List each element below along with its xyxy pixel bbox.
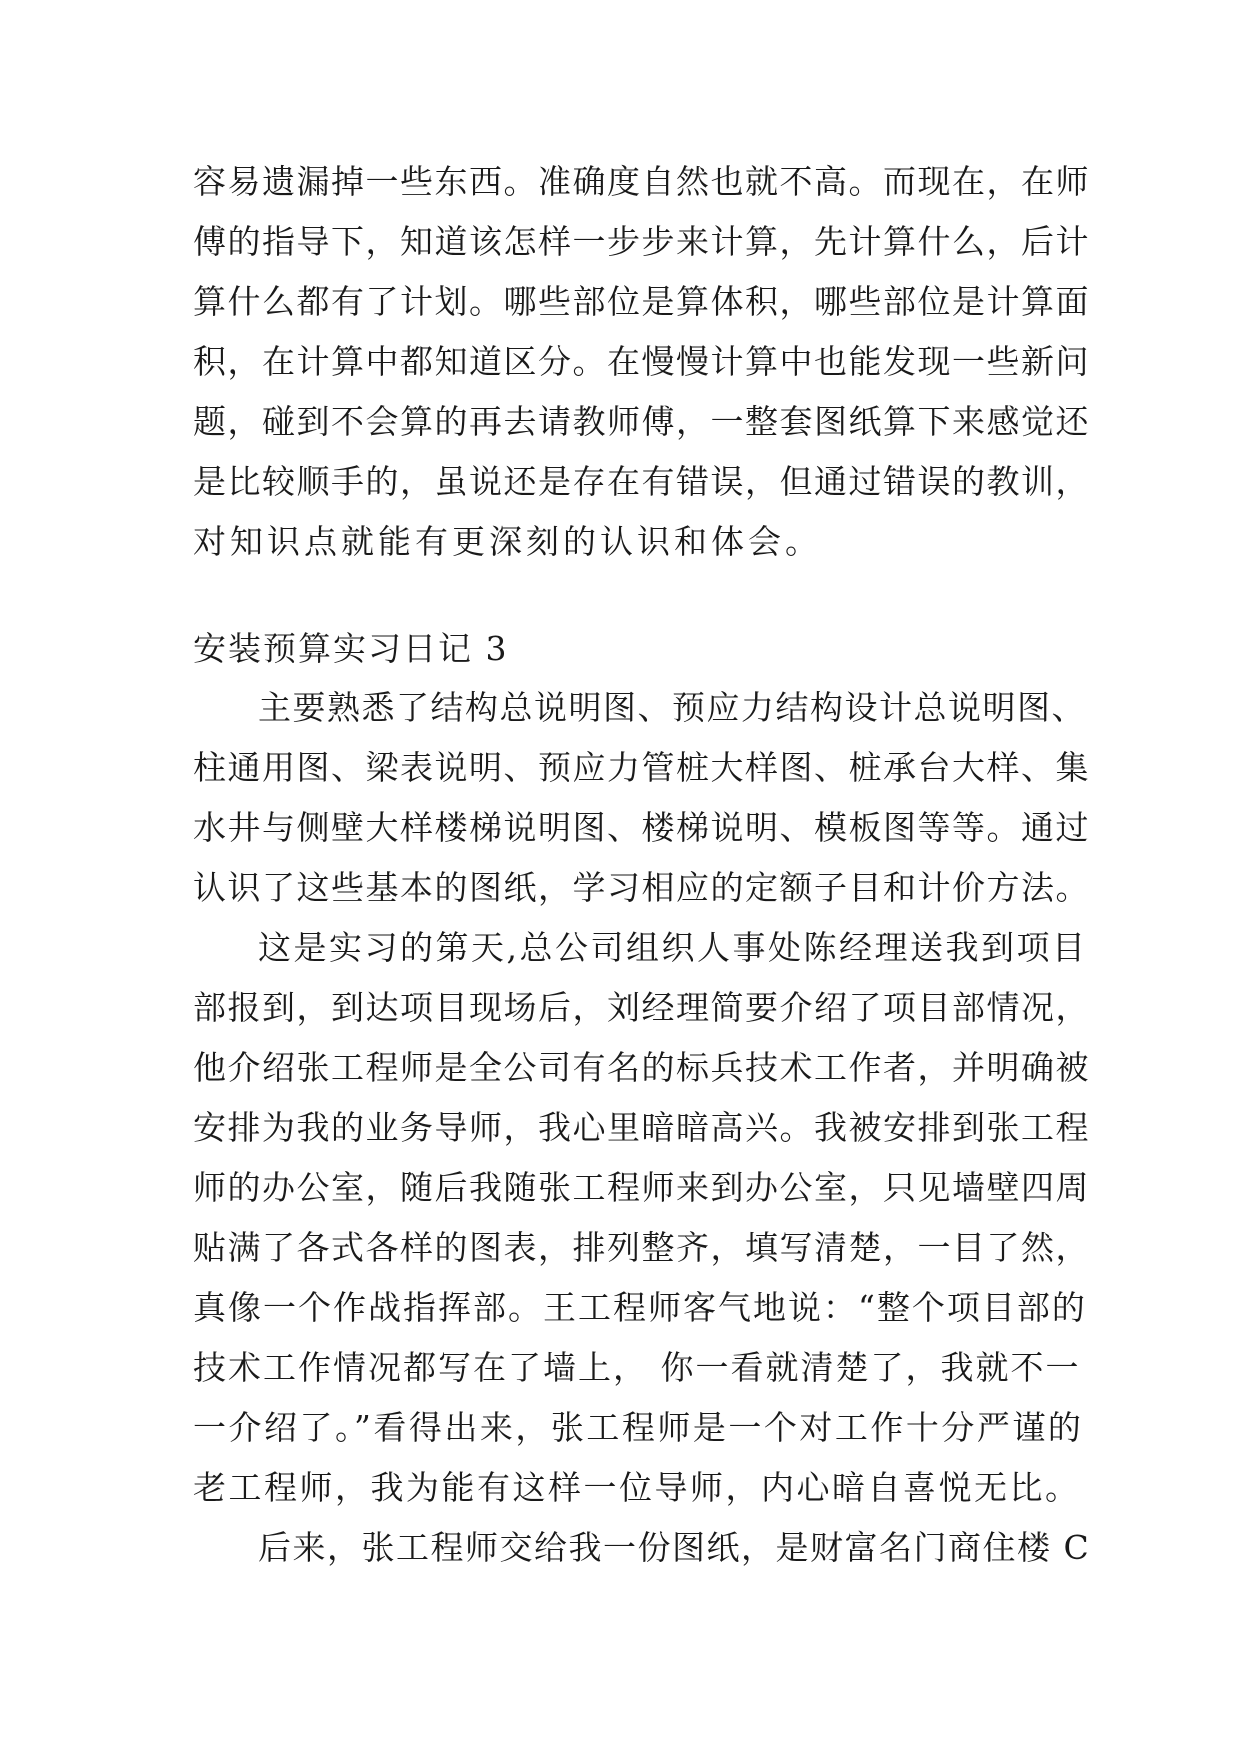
paragraph-line: 是比较顺手的，虽说还是存在有错误，但通过错误的教训， xyxy=(193,462,1090,501)
paragraph-line: 水井与侧壁大样楼梯说明图、楼梯说明、模板图等等。通过 xyxy=(193,808,1090,847)
paragraph-line: 贴满了各式各样的图表，排列整齐，填写清楚，一目了然， xyxy=(193,1228,1090,1267)
paragraph-line: 师的办公室，随后我随张工程师来到办公室，只见墙壁四周 xyxy=(193,1168,1090,1207)
paragraph-line: 主要熟悉了结构总说明图、预应力结构设计总说明图、 xyxy=(258,688,1086,727)
paragraph-line: 老工程师，我为能有这样一位导师，内心暗自喜悦无比。 xyxy=(193,1468,1081,1507)
paragraph-line: 安排为我的业务导师，我心里暗暗高兴。我被安排到张工程 xyxy=(193,1108,1090,1147)
paragraph-line: 部报到，到达项目现场后，刘经理简要介绍了项目部情况， xyxy=(193,988,1090,1027)
paragraph-line: 一介绍了。”看得出来，张工程师是一个对工作十分严谨的 xyxy=(193,1408,1084,1447)
section-heading: 安装预算实习日记 3 xyxy=(193,629,509,668)
paragraph-line: 真像一个作战指挥部。王工程师客气地说：“整个项目部的 xyxy=(193,1288,1087,1327)
paragraph-line: 柱通用图、梁表说明、预应力管桩大样图、桩承台大样、集 xyxy=(193,748,1090,787)
paragraph-line: 认识了这些基本的图纸，学习相应的定额子目和计价方法。 xyxy=(193,868,1090,907)
paragraph-line: 后来，张工程师交给我一份图纸，是财富名门商住楼 C xyxy=(258,1528,1091,1567)
paragraph-line: 算什么都有了计划。哪些部位是算体积，哪些部位是计算面 xyxy=(193,282,1090,321)
paragraph-line: 对知识点就能有更深刻的认识和体会。 xyxy=(193,522,822,561)
paragraph-line: 题，碰到不会算的再去请教师傅，一整套图纸算下来感觉还 xyxy=(193,402,1090,441)
paragraph-line: 傅的指导下，知道该怎样一步步来计算，先计算什么，后计 xyxy=(193,222,1090,261)
paragraph-line: 积，在计算中都知道区分。在慢慢计算中也能发现一些新问 xyxy=(193,342,1090,381)
paragraph-line: 他介绍张工程师是全公司有名的标兵技术工作者，并明确被 xyxy=(193,1048,1090,1087)
paragraph-line: 容易遗漏掉一些东西。准确度自然也就不高。而现在，在师 xyxy=(193,162,1090,201)
paragraph-line: 这是实习的第天,总公司组织人事处陈经理送我到项目 xyxy=(258,928,1088,967)
paragraph-line: 技术工作情况都写在了墙上， 你一看就清楚了，我就不一 xyxy=(193,1348,1081,1387)
